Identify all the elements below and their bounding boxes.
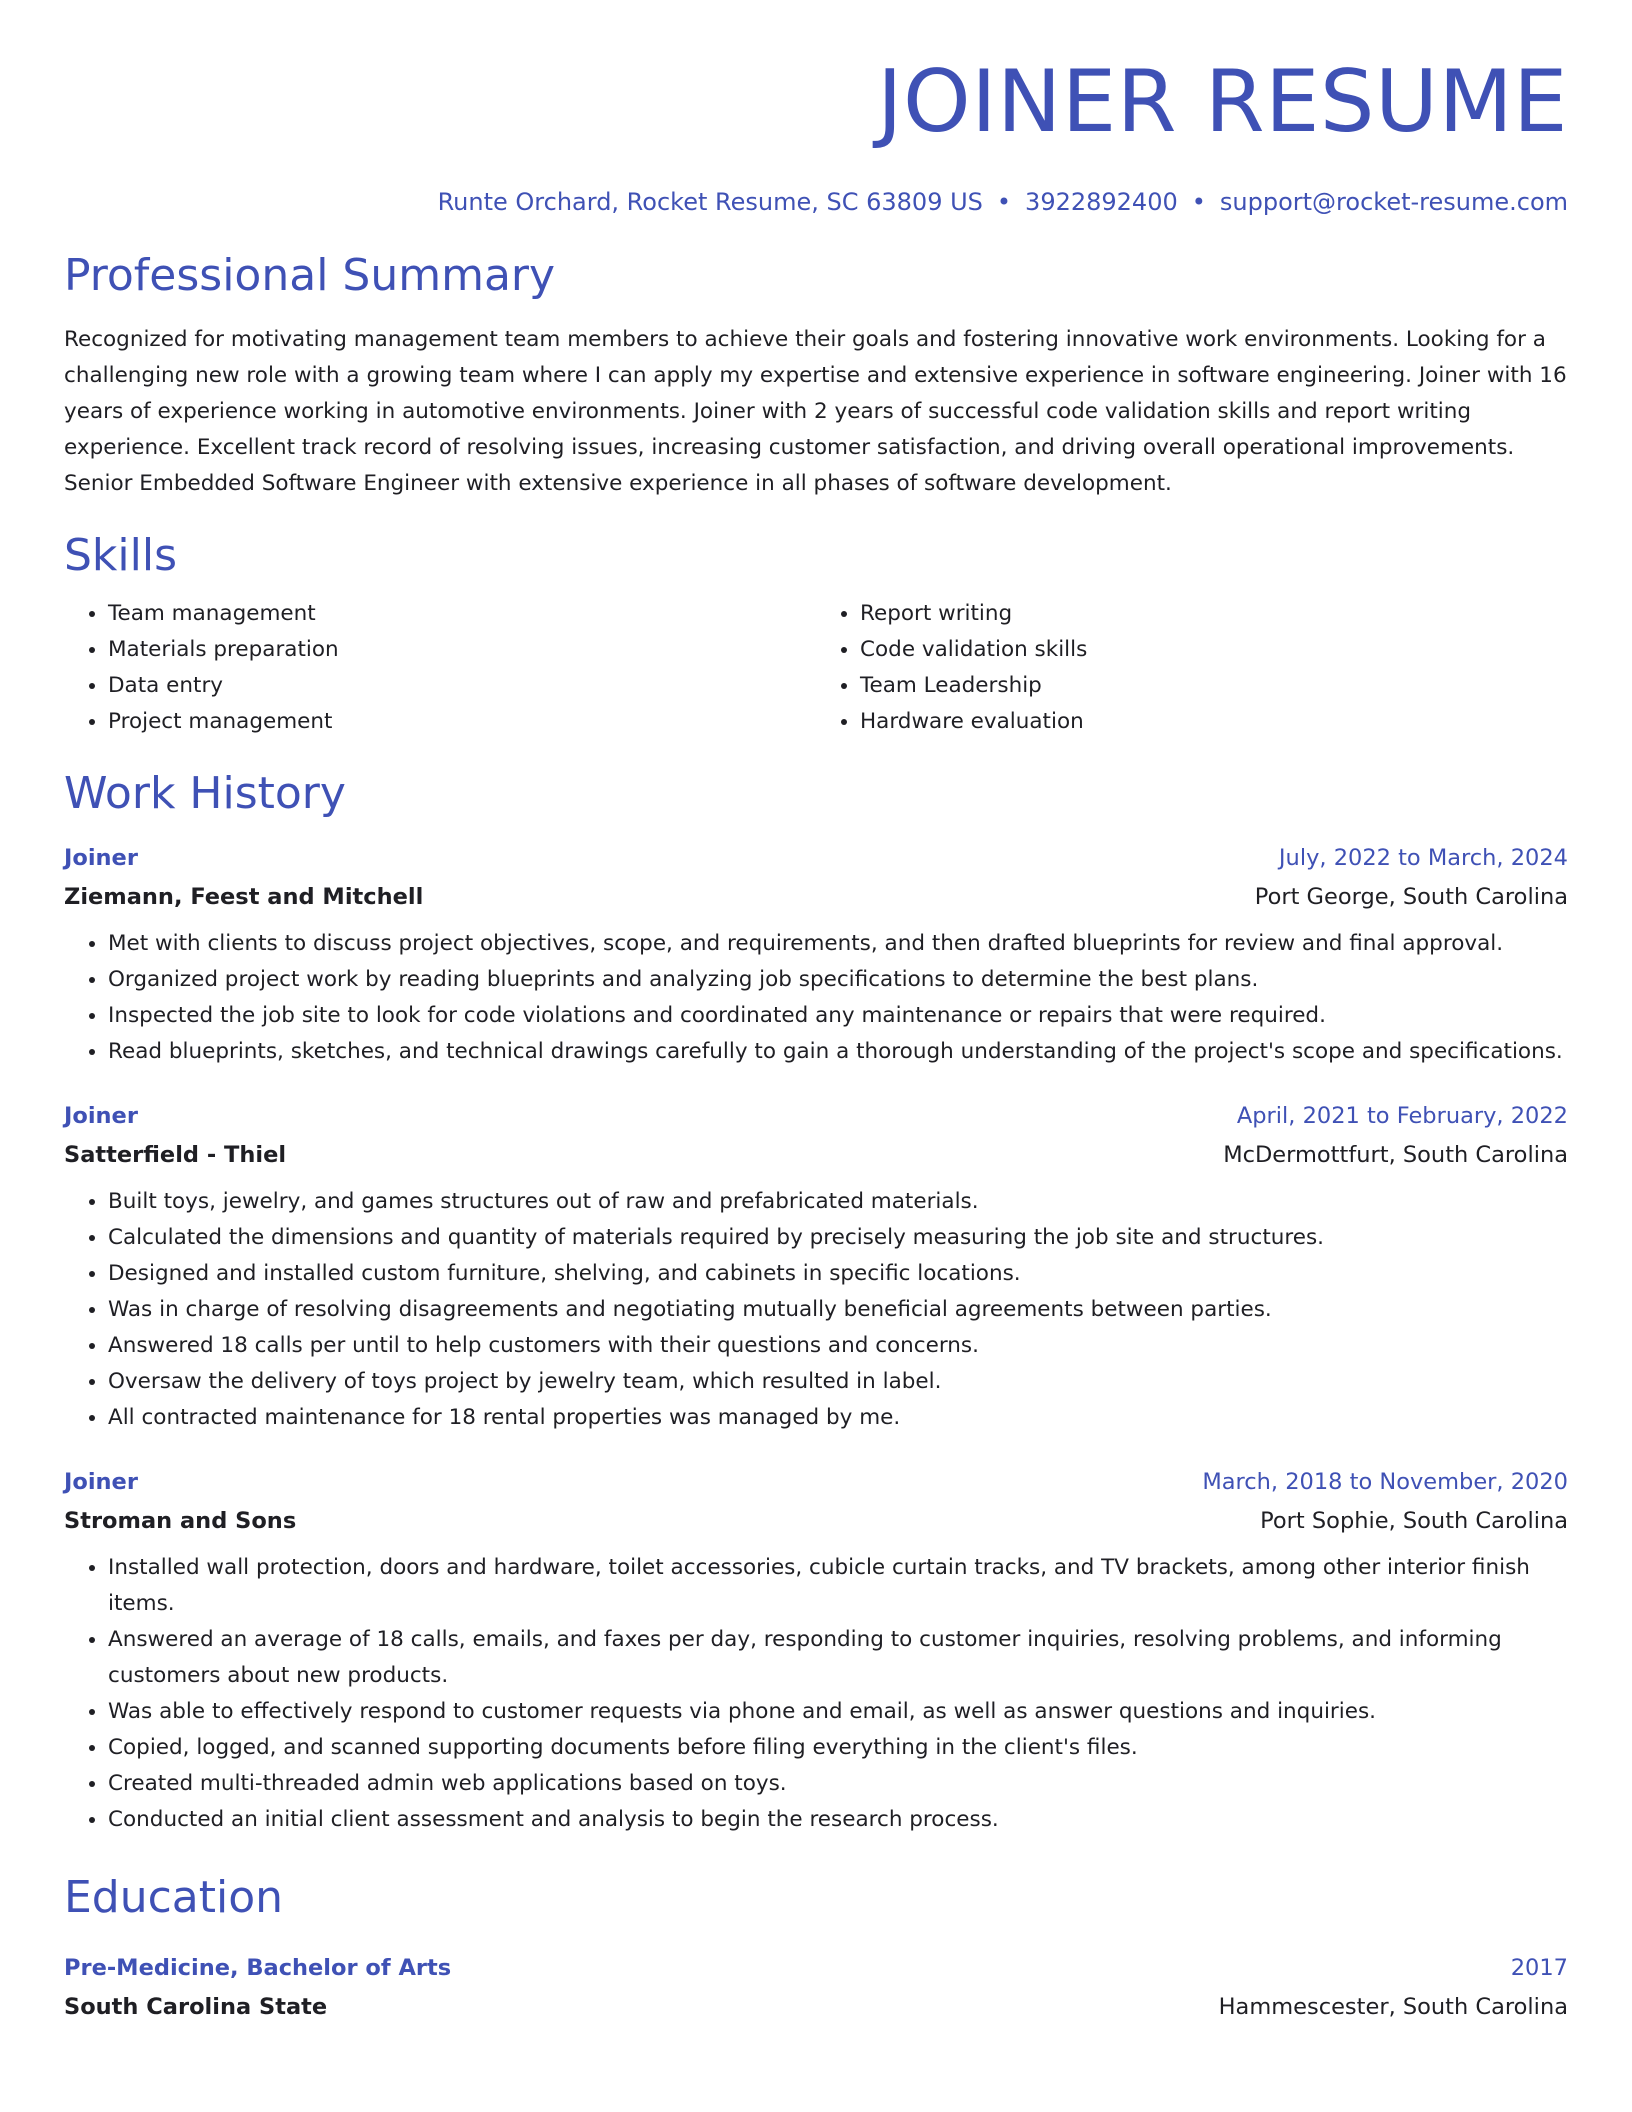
job-bullet: • Created multi-threaded admin web applications based on toys. — [108, 1766, 1568, 1802]
skill-item: • Data entry — [108, 668, 816, 704]
education-school: South Carolina State — [64, 1994, 328, 2020]
skill-item: • Team management — [108, 596, 816, 632]
job-bullet: • Met with clients to discuss project objectives, scope, and requirements, and then drafted blueprints for review and final approval. — [108, 926, 1568, 962]
summary-section — [64, 248, 1568, 502]
skill-item: • Hardware evaluation — [860, 704, 1568, 740]
work-history-heading: Work History — [64, 768, 346, 819]
job-title: Joiner — [64, 1103, 138, 1129]
skills-list-right — [816, 596, 1568, 740]
job-dates: March, 2018 to November, 2020 — [1202, 1469, 1568, 1495]
job-bullet: • Oversaw the delivery of toys project by jewelry team, which resulted in label. — [108, 1364, 1568, 1400]
job-company: Satterfield - Thiel — [64, 1142, 287, 1168]
job-title-row — [64, 838, 1568, 878]
contact-email[interactable]: support@rocket-resume.com — [1219, 188, 1568, 216]
job-bullet: • Organized project work by reading blueprints and analyzing job specifications to determine the best plans. — [108, 962, 1568, 998]
job-dates: July, 2022 to March, 2024 — [1278, 845, 1568, 871]
education-heading: Education — [64, 1872, 284, 1923]
job-bullet: • Designed and installed custom furniture, shelving, and cabinets in specific locations. — [108, 1256, 1568, 1292]
resume-header — [64, 0, 1568, 218]
education-school-row — [64, 1988, 1568, 2026]
job-title: Joiner — [64, 845, 138, 871]
job-company-row — [64, 878, 1568, 916]
skills-section — [64, 528, 1568, 740]
job-bullet: • Installed wall protection, doors and hardware, toilet accessories, cubicle curtain tracks, and TV brackets, among other interior finish items. — [108, 1550, 1568, 1622]
job-bullet: • Built toys, jewelry, and games structures out of raw and prefabricated materials. — [108, 1184, 1568, 1220]
skill-item: • Project management — [108, 704, 816, 740]
job-bullets — [64, 926, 1568, 1070]
summary-heading: Professional Summary — [64, 250, 556, 301]
job-company: Stroman and Sons — [64, 1508, 297, 1534]
job-bullet: • Conducted an initial client assessment and analysis to begin the research process. — [108, 1802, 1568, 1838]
job-dates: April, 2021 to February, 2022 — [1236, 1103, 1568, 1129]
contact-separator: • — [1191, 188, 1206, 216]
job-entry — [64, 838, 1568, 1070]
job-title-row — [64, 1462, 1568, 1502]
education-location: Hammescester, South Carolina — [1218, 1994, 1568, 2020]
job-bullet: • Answered an average of 18 calls, emails, and faxes per day, responding to customer inquiries, resolving problems, and informing customers about new products. — [108, 1622, 1568, 1694]
job-bullets — [64, 1184, 1568, 1436]
job-location: Port George, South Carolina — [1254, 884, 1568, 910]
skill-item: • Materials preparation — [108, 632, 816, 668]
education-degree: Pre-Medicine, Bachelor of Arts — [64, 1955, 452, 1981]
job-entry — [64, 1462, 1568, 1838]
job-company-row — [64, 1502, 1568, 1540]
skill-item: • Code validation skills — [860, 632, 1568, 668]
summary-text: Recognized for motivating management team members to achieve their goals and fostering innovative work environments. Looking for a challenging new role with a growing team where I can apply my expertise and extensive experience in software engineering. Joiner with 16 years of experience working in automotive environments. Joiner with 2 years of successful code validation skills and report writing experience. Excellent track record of resolving issues, increasing customer satisfaction, and driving overall operational improvements. Senior Embedded Software Engineer with extensive experience in all phases of software development. — [64, 327, 1567, 496]
skills-heading: Skills — [64, 530, 178, 581]
contact-line — [64, 186, 1568, 218]
contact-phone[interactable]: 3922892400 — [1025, 188, 1178, 216]
job-company: Ziemann, Feest and Mitchell — [64, 884, 424, 910]
job-title-row — [64, 1096, 1568, 1136]
job-bullet: • Read blueprints, sketches, and technical drawings carefully to gain a thorough understanding of the project's scope and specifications. — [108, 1034, 1568, 1070]
education-section — [64, 1870, 1568, 2026]
job-bullet: • Was able to effectively respond to customer requests via phone and email, as well as answer questions and inquiries. — [108, 1694, 1568, 1730]
job-bullet: • Answered 18 calls per until to help customers with their questions and concerns. — [108, 1328, 1568, 1364]
contact-address: Runte Orchard, Rocket Resume, SC 63809 US — [437, 188, 983, 216]
skill-item: • Report writing — [860, 596, 1568, 632]
skill-item: • Team Leadership — [860, 668, 1568, 704]
job-bullet: • Calculated the dimensions and quantity of materials required by precisely measuring the job site and structures. — [108, 1220, 1568, 1256]
skills-list-left — [64, 596, 816, 740]
job-location: Port Sophie, South Carolina — [1260, 1508, 1568, 1534]
resume-name: JOINER RESUME — [877, 52, 1568, 152]
job-bullet: • Was in charge of resolving disagreements and negotiating mutually beneficial agreements between parties. — [108, 1292, 1568, 1328]
job-bullets — [64, 1550, 1568, 1838]
job-title: Joiner — [64, 1469, 138, 1495]
education-degree-row — [64, 1948, 1568, 1988]
job-location: McDermottfurt, South Carolina — [1223, 1142, 1568, 1168]
job-company-row — [64, 1136, 1568, 1174]
job-bullet: • Copied, logged, and scanned supporting documents before filing everything in the client's files. — [108, 1730, 1568, 1766]
education-entry — [64, 1948, 1568, 2026]
skills-columns — [64, 596, 1568, 740]
contact-separator: • — [996, 188, 1012, 216]
education-year: 2017 — [1510, 1955, 1568, 1981]
job-bullet: • Inspected the job site to look for code violations and coordinated any maintenance or repairs that were required. — [108, 998, 1568, 1034]
job-entry — [64, 1096, 1568, 1436]
job-bullet: • All contracted maintenance for 18 rental properties was managed by me. — [108, 1400, 1568, 1436]
work-history-section — [64, 766, 1568, 1838]
